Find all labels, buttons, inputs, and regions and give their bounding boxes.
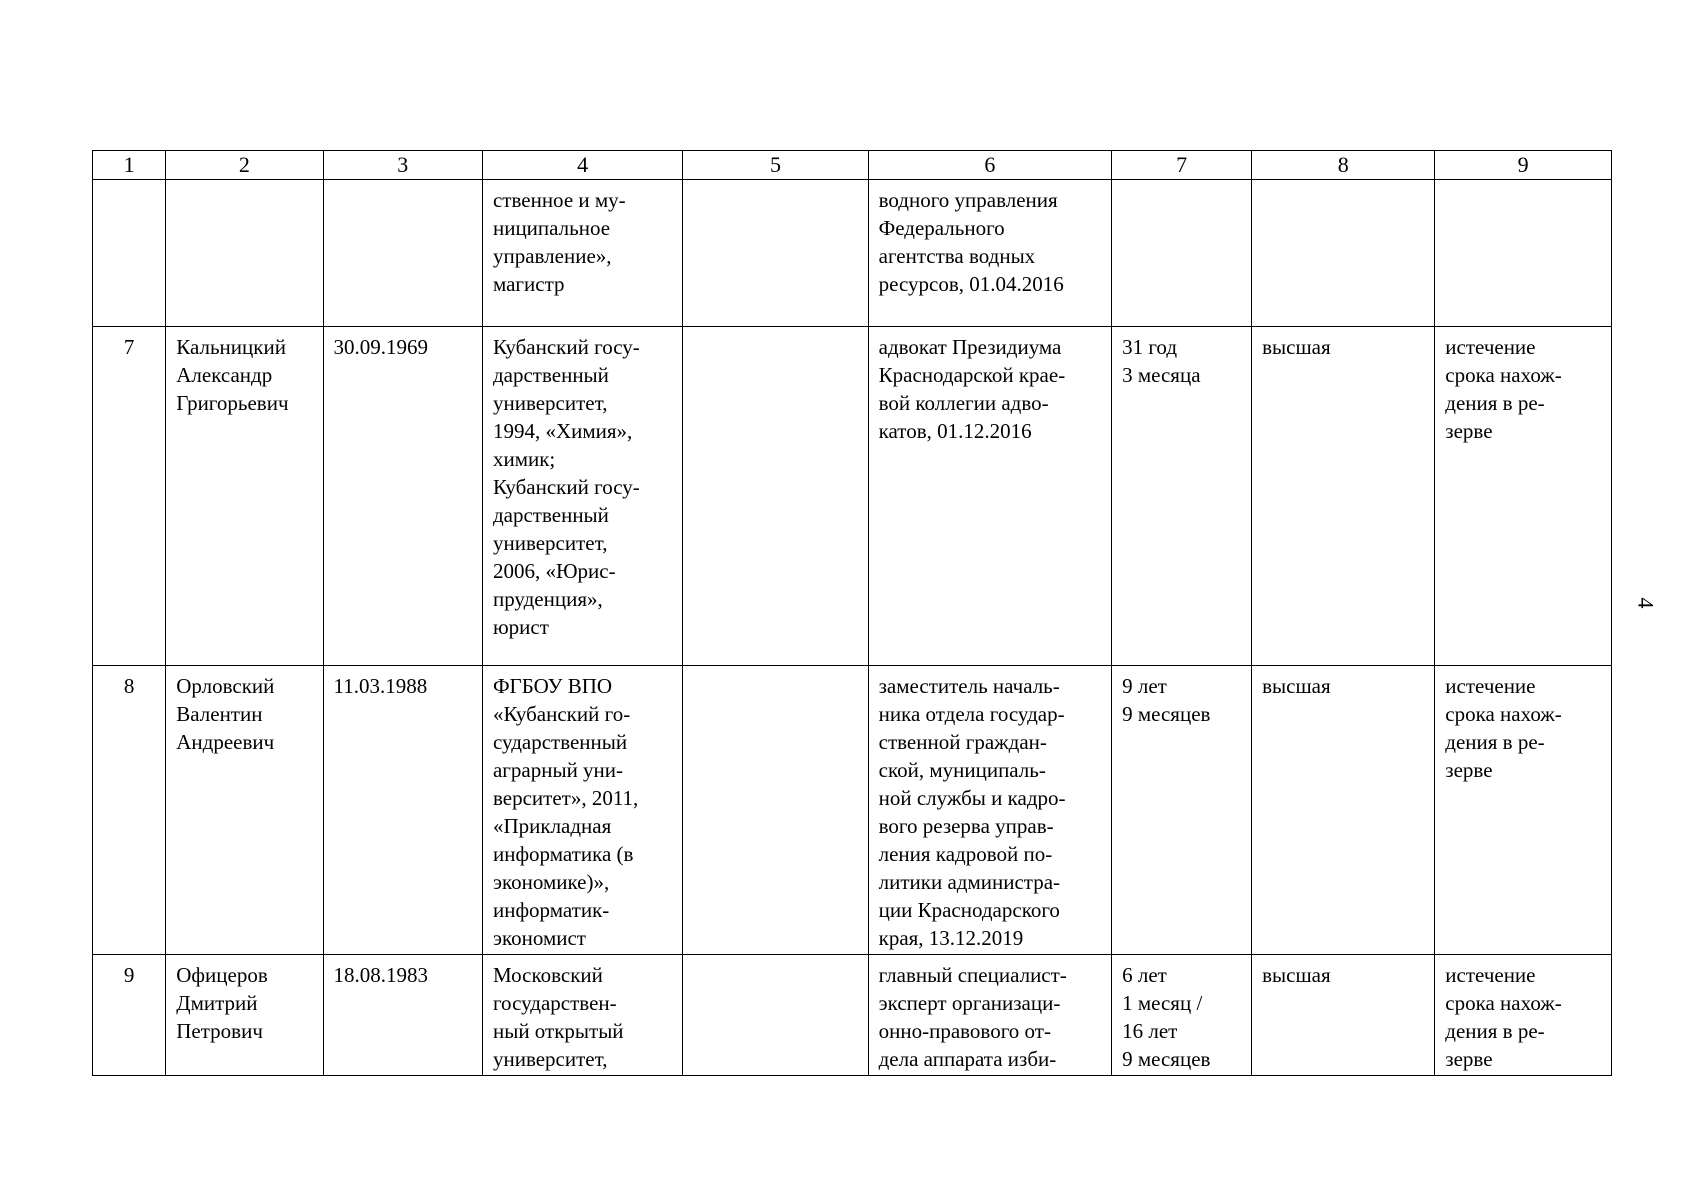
- header-row: [93, 151, 1612, 180]
- full-name: Кальницкий Александр Григорьевич: [166, 327, 323, 666]
- row-number: 9: [93, 955, 166, 1076]
- birth-date: 11.03.1988: [323, 666, 482, 955]
- position: адвокат Президиума Краснодарской крае- вой коллегии адво- катов, 01.12.2016: [868, 327, 1111, 666]
- note: истечение срока нахож- дения в ре- зерве: [1435, 955, 1612, 1076]
- header-cell-3: 3: [323, 151, 482, 180]
- column-5: [683, 955, 868, 1076]
- full-name: Офицеров Дмитрий Петрович: [166, 955, 323, 1076]
- note: [1435, 180, 1612, 327]
- full-name: Орловский Валентин Андреевич: [166, 666, 323, 955]
- qualification: высшая: [1252, 666, 1435, 955]
- note: истечение срока нахож- дения в ре- зерве: [1435, 666, 1612, 955]
- table-row: [93, 327, 1612, 666]
- row-number: 8: [93, 666, 166, 955]
- qualification: высшая: [1252, 955, 1435, 1076]
- row-number: 7: [93, 327, 166, 666]
- column-5: [683, 666, 868, 955]
- header-cell-8: 8: [1252, 151, 1435, 180]
- education: ФГБОУ ВПО «Кубанский го- сударственный аграрный уни- верситет», 2011, «Прикладная информатика (в экономике)», информатик- экономист: [482, 666, 682, 955]
- birth-date: 18.08.1983: [323, 955, 482, 1076]
- column-5: [683, 327, 868, 666]
- header-cell-5: 5: [683, 151, 868, 180]
- header-cell-6: 6: [868, 151, 1111, 180]
- reserve-table: [92, 150, 1612, 1076]
- table-row: [93, 666, 1612, 955]
- header-cell-4: 4: [482, 151, 682, 180]
- table-row-continuation: [93, 180, 1612, 327]
- birth-date: [323, 180, 482, 327]
- experience: 9 лет 9 месяцев: [1112, 666, 1252, 955]
- qualification: высшая: [1252, 327, 1435, 666]
- note: истечение срока нахож- дения в ре- зерве: [1435, 327, 1612, 666]
- experience: [1112, 180, 1252, 327]
- header-cell-2: 2: [166, 151, 323, 180]
- column-5: [683, 180, 868, 327]
- birth-date: 30.09.1969: [323, 327, 482, 666]
- experience: 31 год 3 месяца: [1112, 327, 1252, 666]
- education: Кубанский госу- дарственный университет, 1994, «Химия», химик; Кубанский госу- дарственный университет, 2006, «Юрис- пруденция», юрист: [482, 327, 682, 666]
- row-number: [93, 180, 166, 327]
- education: Московский государствен- ный открытый университет,: [482, 955, 682, 1076]
- education: ственное и му- ниципальное управление», магистр: [482, 180, 682, 327]
- full-name: [166, 180, 323, 327]
- header-cell-7: 7: [1112, 151, 1252, 180]
- position: главный специалист- эксперт организаци- онно-правового от- дела аппарата изби-: [868, 955, 1111, 1076]
- page-number: 4: [1633, 597, 1659, 609]
- position: заместитель началь- ника отдела государ- ственной граждан- ской, муниципаль- ной службы и кадро- вого резерва управ- ления кадровой по- литики администра- ции Краснодарского края, 13.12.2019: [868, 666, 1111, 955]
- header-cell-9: 9: [1435, 151, 1612, 180]
- table-row: [93, 955, 1612, 1076]
- header-cell-1: 1: [93, 151, 166, 180]
- qualification: [1252, 180, 1435, 327]
- position: водного управления Федерального агентства водных ресурсов, 01.04.2016: [868, 180, 1111, 327]
- experience: 6 лет 1 месяц / 16 лет 9 месяцев: [1112, 955, 1252, 1076]
